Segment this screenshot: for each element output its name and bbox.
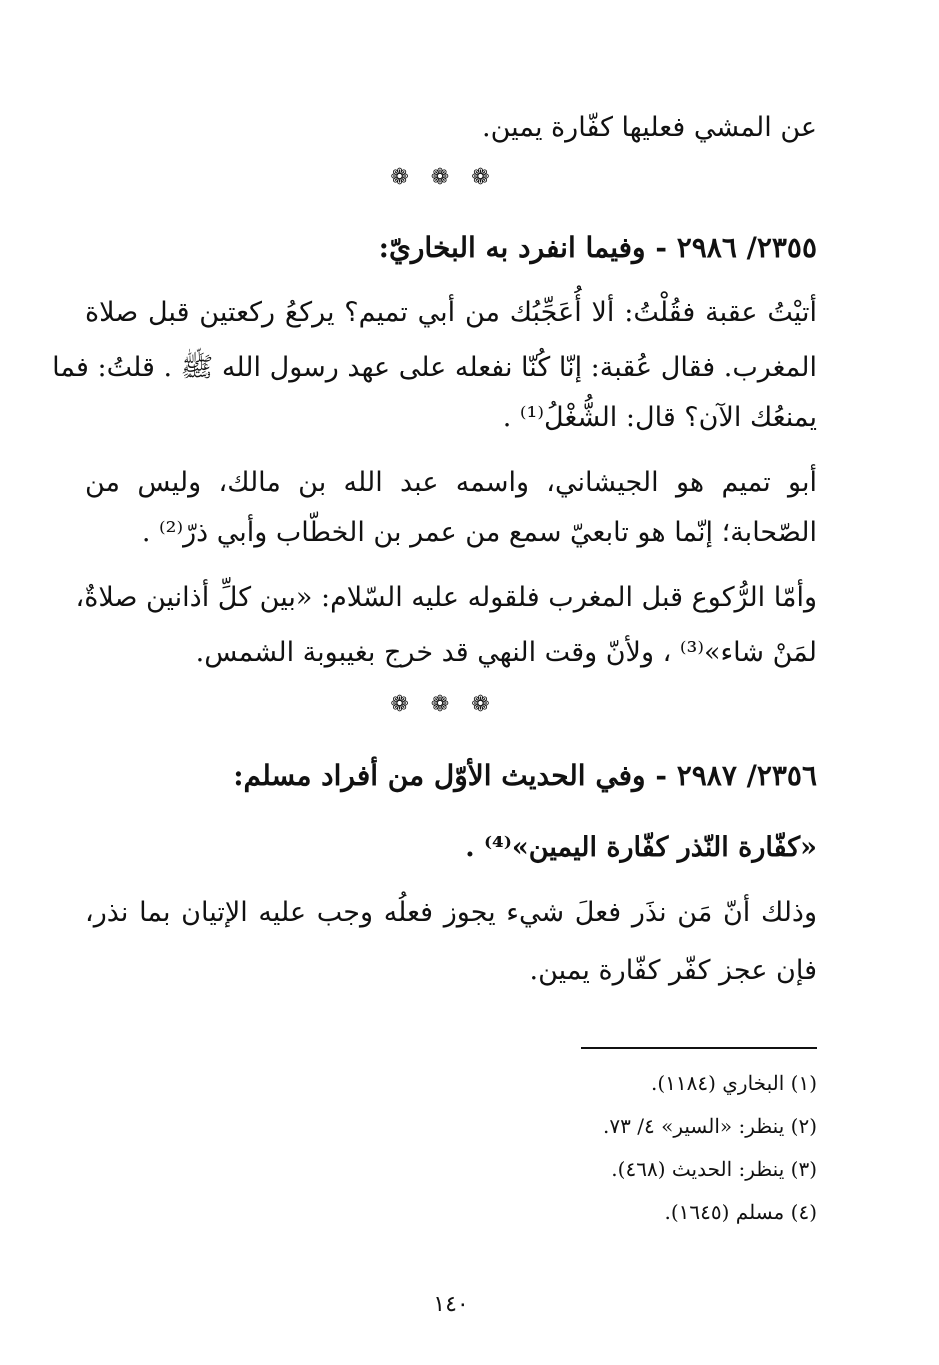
hadith-text-line: المغرب. فقال عُقبة: إنّا كُنّا نفعله على عهد رسول الله ﷺ . قلتُ: فما (52, 352, 817, 383)
commentary-line: فإن عجز كفّر كفّارة يمين. (529, 955, 817, 986)
hadith-heading: ٢٣٥٦/ ٢٩٨٧ - وفي الحديث الأوّل من أفراد مسلم: (233, 759, 817, 792)
commentary-line: وأمّا الرُّكوع قبل المغرب فلقوله عليه السّلام: «بين كلِّ أذانين صلاةٌ، (75, 582, 817, 613)
footnote-divider (581, 1047, 817, 1049)
hadith-text-line: يمنعُك الآن؟ قال: الشُّغْلُ⁽¹⁾ . (502, 402, 817, 433)
footnote: (٤) مسلم (١٦٤٥). (664, 1200, 817, 1224)
commentary-line: الصّحابة؛ إنّما هو تابعيّ سمع من عمر بن الخطّاب وأبي ذرّ⁽²⁾ . (141, 517, 817, 548)
footnote: (٢) ينظر: «السير» ٤/ ٧٣. (603, 1114, 817, 1138)
section-divider-ornament: ❁❁❁ (390, 692, 512, 717)
section-divider-ornament: ❁❁❁ (390, 165, 512, 190)
hadith-heading: ٢٣٥٥/ ٢٩٨٦ - وفيما انفرد به البخاريّ: (378, 231, 817, 264)
commentary-line: لمَنْ شاء»⁽³⁾ ، ولأنّ وقت النهي قد خرج بغيبوبة الشمس. (195, 637, 817, 668)
hadith-quote: «كفّارة النّذر كفّارة اليمين»⁽⁴⁾ . (465, 832, 817, 863)
hadith-text-line: أتيْتُ عقبة فقُلْتُ: ألا أُعَجِّبُك من أبي تميم؟ يركعُ ركعتين قبل صلاة (85, 297, 817, 328)
book-page (52, 0, 817, 1365)
footnote: (١) البخاري (١١٨٤). (650, 1071, 817, 1095)
commentary-line: وذلك أنّ مَن نذَر فعلَ شيء يجوز فعلُه وجب عليه الإتيان بما نذر، (85, 897, 817, 928)
page-number: ١٤٠ (433, 1292, 469, 1317)
commentary-line: أبو تميم هو الجيشاني، واسمه عبد الله بن مالك، وليس من (85, 467, 817, 498)
footnote: (٣) ينظر: الحديث (٤٦٨). (611, 1157, 817, 1181)
intro-line: عن المشي فعليها كفّارة يمين. (482, 112, 817, 143)
